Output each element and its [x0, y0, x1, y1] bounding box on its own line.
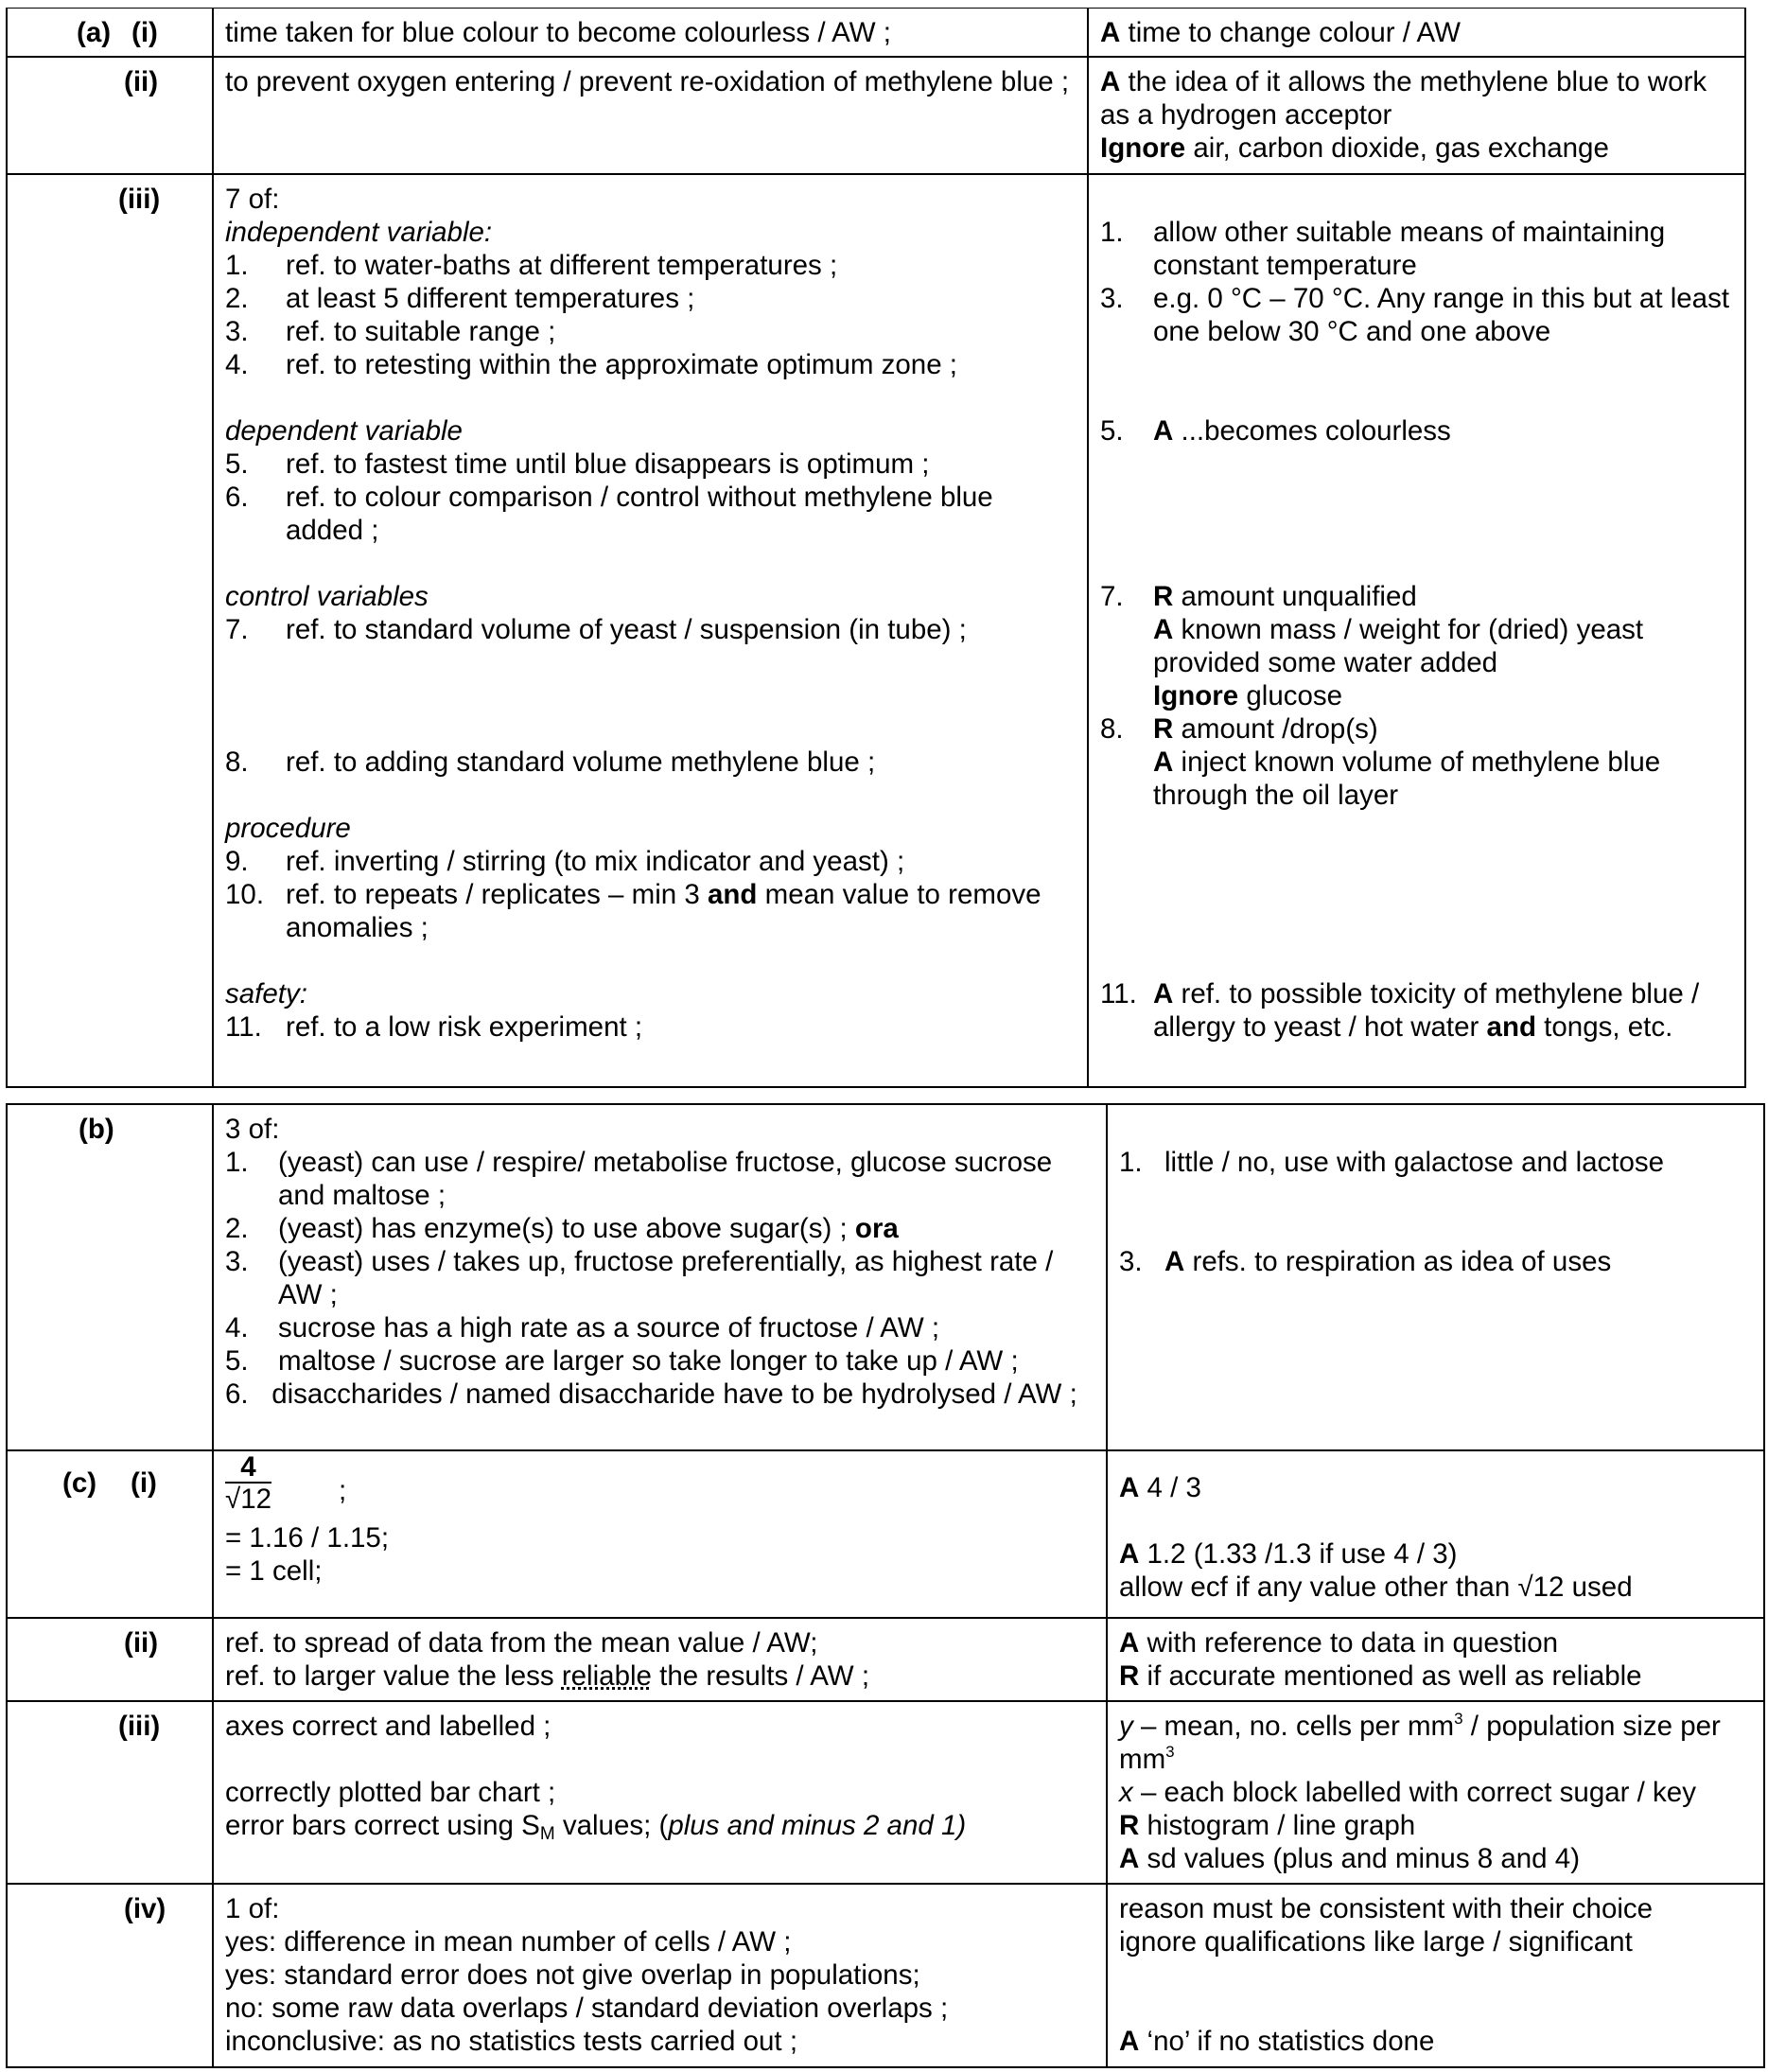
- numerator: 4: [225, 1453, 271, 1484]
- answer-line: yes: difference in mean number of cells / AW ;: [225, 1926, 792, 1958]
- answer-cell: [213, 9, 1088, 57]
- mark-point: 6. disaccharides / named disaccharide have to be hydrolysed / AW ;: [225, 1378, 1077, 1410]
- guidance-text: reason must be consistent with their choice: [1119, 1893, 1654, 1924]
- accept-mark: A: [1100, 65, 1121, 97]
- guidance-point: 5. A ...becomes colourless: [1100, 414, 1451, 447]
- guidance-cell: y – mean, no. cells per $mm^3$ / population size per $mm^3$ x – each block labelled with correct sugar / key R histogram / line graph A sd values (plus and minus 8 and 4): [1107, 1701, 1764, 1884]
- answer-cell: [213, 174, 1088, 1087]
- label-b: (b): [79, 1114, 114, 1145]
- label-c-ii: (ii): [124, 1627, 159, 1659]
- answer-cell: [213, 1450, 1107, 1618]
- intro-text: 7 of:: [225, 183, 280, 215]
- row-a-ii: [7, 57, 1745, 174]
- question-label: [7, 1884, 213, 2067]
- section-heading: procedure: [225, 812, 351, 844]
- fraction: [225, 1453, 271, 1516]
- answer-line: = 1 cell;: [225, 1555, 323, 1587]
- section-heading: dependent variable: [225, 414, 463, 447]
- label-c-i: (i): [131, 1467, 157, 1499]
- row-c-i: [7, 1450, 1764, 1618]
- guidance-cell: [1088, 57, 1745, 174]
- label-a-iii: (iii): [118, 183, 161, 215]
- row-a-iii: [7, 174, 1745, 1087]
- row-c-iii: [7, 1701, 1764, 1884]
- mark-point: 10. ref. to repeats / replicates – min 3 and mean value to remove anomalies ;: [225, 878, 1042, 943]
- guidance-text: the idea of it allows the methylene blue to work as a hydrogen acceptor: [1100, 65, 1707, 131]
- label-a-i: (i): [131, 17, 158, 48]
- guidance-cell: A with reference to data in question R if accurate mentioned as well as reliable: [1107, 1618, 1764, 1701]
- mark-scheme-table-a: [6, 8, 1746, 1088]
- guidance-point: 1. little / no, use with galactose and lactose: [1119, 1147, 1665, 1178]
- guidance-point: 8. R amount /drop(s) A inject known volume of methylene blue through the oil layer: [1100, 712, 1661, 811]
- answer-line: ref. to spread of data from the mean value / AW;: [225, 1627, 818, 1659]
- guidance-text: air, carbon dioxide, gas exchange: [1185, 132, 1609, 164]
- mark-point: 4. ref. to retesting within the approximate optimum zone ;: [225, 348, 957, 380]
- section-heading: independent variable:: [225, 216, 493, 248]
- guidance-cell: [1107, 1104, 1764, 1450]
- mark-point: 3. (yeast) uses / takes up, fructose preferentially, as highest rate / AW ;: [225, 1246, 1054, 1310]
- ignore-mark: Ignore: [1100, 132, 1186, 164]
- mark-point: 11. ref. to a low risk experiment ;: [225, 1010, 643, 1043]
- accept-mark: A: [1100, 17, 1121, 48]
- answer-line: yes: standard error does not give overlap in populations;: [225, 1959, 920, 1991]
- mark-point: 1. ref. to water-baths at different temperatures ;: [225, 249, 838, 281]
- answer-line: inconclusive: as no statistics tests carried out ;: [225, 2026, 798, 2057]
- section-heading: safety:: [225, 977, 307, 1010]
- question-label: [7, 1450, 213, 1618]
- answer-cell: [213, 1104, 1107, 1450]
- section-heading: control variables: [225, 580, 429, 612]
- row-c-ii: [7, 1618, 1764, 1701]
- denominator: √12: [225, 1484, 272, 1515]
- answer-cell: [213, 57, 1088, 174]
- intro-text: 3 of:: [225, 1114, 280, 1145]
- mark-point: 2. at least 5 different temperatures ;: [225, 282, 695, 314]
- label-c-iv: (iv): [124, 1893, 166, 1924]
- guidance-point: 11. A ref. to possible toxicity of methylene blue / allergy to yeast / hot water and tongs, etc.: [1100, 977, 1700, 1043]
- guidance-point: 3. A refs. to respiration as idea of uses: [1119, 1246, 1612, 1277]
- mark-point: 6. ref. to colour comparison / control without methylene blue added ;: [225, 481, 993, 546]
- row-a-i: [7, 9, 1745, 57]
- row-c-iv: [7, 1884, 1764, 2067]
- mark-point: 5. ref. to fastest time until blue disappears is optimum ;: [225, 448, 930, 480]
- guidance-point: 7. R amount unqualified A known mass / weight for (dried) yeast provided some water added Ignore glucose: [1100, 580, 1644, 711]
- answer-cell: [213, 1618, 1107, 1701]
- guidance-text: 4 / 3: [1139, 1472, 1201, 1503]
- guidance-cell: reason must be consistent with their choice ignore qualifications like large / significant A ‘no’ if no statistics done: [1107, 1884, 1764, 2067]
- guidance-point: 1. allow other suitable means of maintaining constant temperature: [1100, 216, 1666, 281]
- guidance-point: 3. e.g. 0 °C – 70 °C. Any range in this but at least one below 30 °C and one above: [1100, 282, 1730, 347]
- answer-line: 1 of:: [225, 1893, 280, 1924]
- mark-point: 8. ref. to adding standard volume methylene blue ;: [225, 746, 876, 778]
- answer-line: = 1.16 / 1.15;: [225, 1522, 390, 1554]
- mark-scheme-table-bc: [6, 1103, 1765, 2068]
- mark-point: 1. (yeast) can use / respire/ metabolise fructose, glucose sucrose and maltose ;: [225, 1147, 1053, 1211]
- answer-line: correctly plotted bar chart ;: [225, 1777, 556, 1808]
- question-label: [7, 57, 213, 174]
- semicolon: ;: [339, 1475, 347, 1506]
- question-label: [7, 9, 213, 57]
- question-label: [7, 1701, 213, 1884]
- mark-point: 3. ref. to suitable range ;: [225, 315, 556, 347]
- answer-text: time taken for blue colour to become colourless / AW ;: [225, 17, 891, 48]
- label-a: (a): [77, 17, 112, 48]
- mark-point: 4. sucrose has a high rate as a source of fructose / AW ;: [225, 1312, 940, 1343]
- mark-point: 7. ref. to standard volume of yeast / suspension (in tube) ;: [225, 613, 967, 645]
- guidance-cell: A 4 / 3 A 1.2 (1.33 /1.3 if use 4 / 3) allow ecf if any value other than √12 used: [1107, 1450, 1764, 1618]
- guidance-cell: [1088, 174, 1745, 1087]
- answer-cell: [213, 1701, 1107, 1884]
- guidance-cell: [1088, 9, 1745, 57]
- label-c-iii: (iii): [118, 1711, 161, 1742]
- guidance-text: time to change colour / AW: [1120, 17, 1461, 48]
- answer-cell: [213, 1884, 1107, 2067]
- guidance-text: ignore qualifications like large / significant: [1119, 1926, 1633, 1958]
- row-b: [7, 1104, 1764, 1450]
- mark-point: 2. (yeast) has enzyme(s) to use above sugar(s) ; ora: [225, 1213, 899, 1244]
- question-label: [7, 1104, 213, 1450]
- label-c: (c): [62, 1467, 97, 1499]
- answer-line: axes correct and labelled ;: [225, 1711, 551, 1742]
- guidance-text: allow ecf if any value other than √12 used: [1119, 1572, 1633, 1603]
- question-label: [7, 1618, 213, 1701]
- answer-line: ref. to larger value the less reliable the results / AW ;: [225, 1660, 870, 1692]
- guidance-text: 1.2 (1.33 /1.3 if use 4 / 3): [1139, 1538, 1458, 1570]
- label-a-ii: (ii): [124, 65, 159, 97]
- answer-text: to prevent oxygen entering / prevent re-oxidation of methylene blue ;: [225, 65, 1070, 97]
- question-label: [7, 174, 213, 1087]
- answer-line: error bars correct using $S_M$ values; (plus and minus 2 and 1): [225, 1810, 967, 1844]
- mark-point: 9. ref. inverting / stirring (to mix indicator and yeast) ;: [225, 845, 905, 877]
- mark-point: 5. maltose / sucrose are larger so take longer to take up / AW ;: [225, 1345, 1019, 1377]
- answer-line: no: some raw data overlaps / standard deviation overlaps ;: [225, 1993, 949, 2024]
